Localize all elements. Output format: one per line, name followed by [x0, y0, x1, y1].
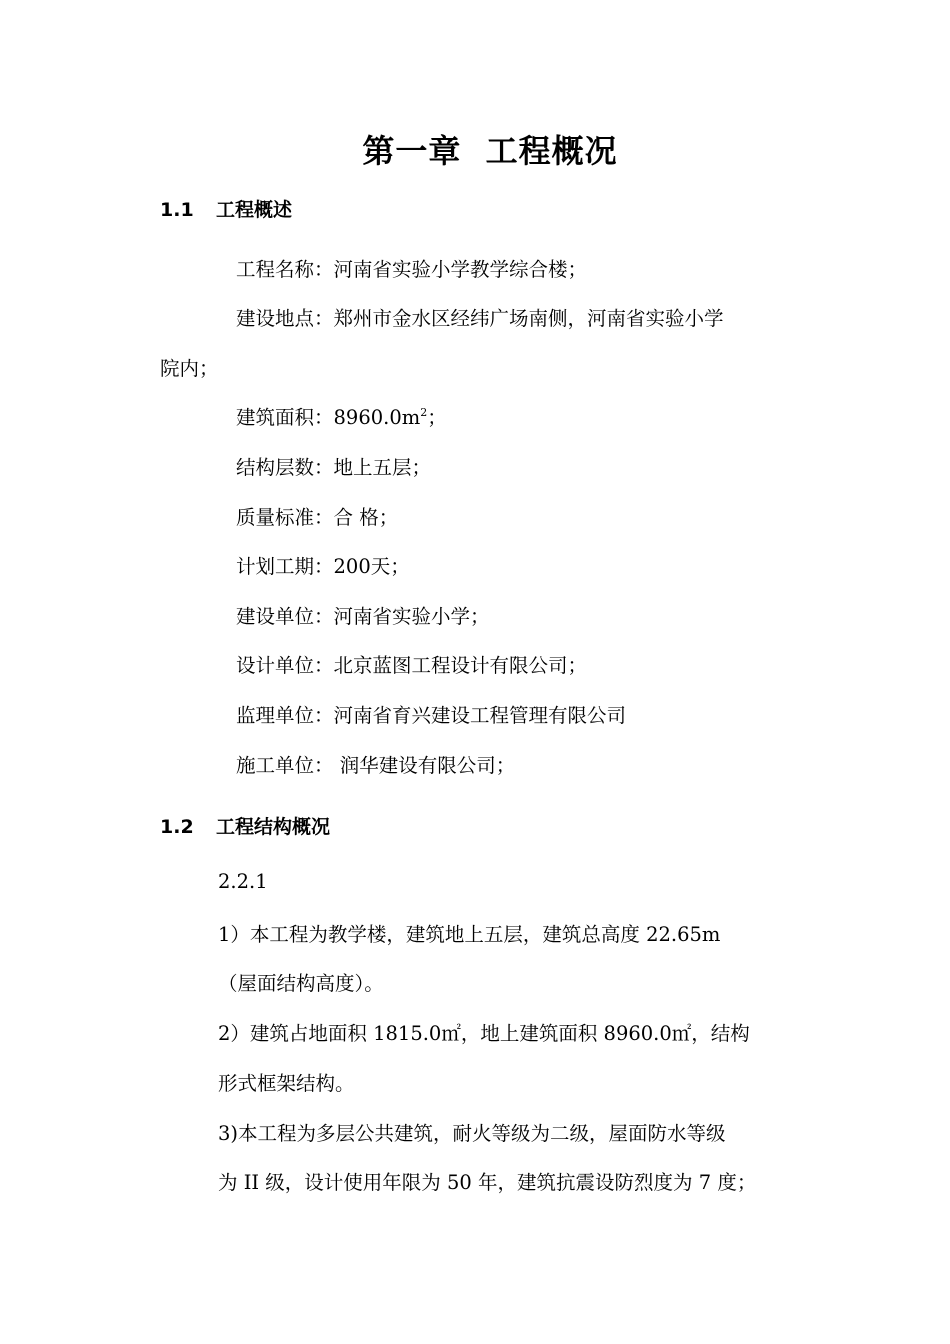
supervision-unit-line: 监理单位：河南省育兴建设工程管理有限公司: [236, 704, 627, 727]
section-number: 1.1: [160, 199, 194, 221]
design-unit-line: 设计单位：北京蓝图工程设计有限公司；: [236, 654, 588, 677]
item-3-line-2: 为 II 级，设计使用年限为 50 年，建筑抗震设防烈度为 7 度；: [218, 1171, 757, 1194]
item-1-line-2: （屋面结构高度）。: [218, 972, 384, 995]
section-title: 工程概述: [216, 199, 293, 221]
section-heading-1-2: [160, 812, 330, 839]
section-number: 1.2: [160, 816, 194, 838]
building-area-line: [236, 402, 447, 430]
structure-floors-line: 结构层数：地上五层；: [236, 456, 432, 479]
location-line-continued: 院内；: [160, 357, 219, 380]
section-heading-1-1: [160, 195, 292, 222]
building-area-suffix: ；: [427, 406, 447, 429]
building-area-text: 建筑面积：8960.0m: [236, 406, 421, 429]
project-name-line: 工程名称：河南省实验小学教学综合楼；: [236, 258, 588, 281]
owner-unit-line: 建设单位：河南省实验小学；: [236, 605, 490, 628]
item-1-line-1: 1）本工程为教学楼，建筑地上五层，建筑总高度 22.65m: [218, 923, 721, 946]
location-line: 建设地点：郑州市金水区经纬广场南侧，河南省实验小学: [236, 307, 724, 330]
construction-unit-line: 施工单位： 润华建设有限公司；: [236, 754, 516, 777]
area-superscript: 2: [420, 406, 428, 419]
planned-duration-line: 计划工期：200天；: [236, 555, 410, 578]
subsection-number: 2.2.1: [218, 870, 268, 893]
quality-standard-line: 质量标准：合 格；: [236, 506, 399, 529]
item-3-line-1: 3)本工程为多层公共建筑，耐火等级为二级，屋面防水等级: [218, 1122, 726, 1145]
item-2-line-1: 2）建筑占地面积 1815.0㎡，地上建筑面积 8960.0㎡，结构: [218, 1022, 750, 1045]
section-title: 工程结构概况: [216, 816, 331, 838]
chapter-title: 第一章 工程概况: [362, 132, 618, 170]
item-2-line-2: 形式框架结构。: [218, 1072, 355, 1095]
